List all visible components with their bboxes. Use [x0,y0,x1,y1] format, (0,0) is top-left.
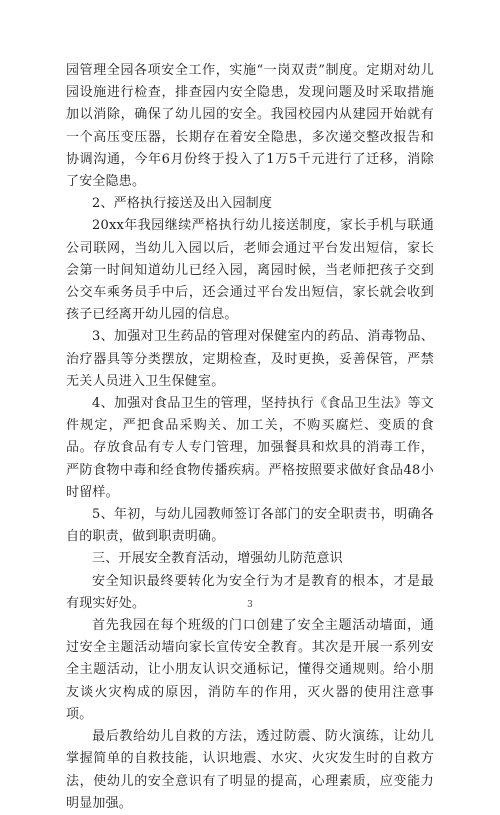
paragraph-responsibility: 5、年初，与幼儿园教师签订各部门的安全职责书，明确各自的职责，做到职责明确。 [66,507,434,545]
paragraph-self-rescue: 最后教给幼儿自救的方法，透过防震、防火演练，让幼儿掌握简单的自救技能，认识地震、水灾、火灾发生时的自救方法，使幼儿的安全意识有了明显的提高，心理素质，应变能力明显加强。 [66,729,434,811]
page-number: 3 [247,600,253,610]
paragraph-pickup-system: 20xx年我园继续严格执行幼儿接送制度，家长手机与联通公司联网，当幼儿入园以后，老师会通过平台发出短信，家长会第一时间知道幼儿已经入园，离园时候，当老师把孩子交到公交车乘务员手中后，还会通过平台发出短信，家长就会收到孩子已经离开幼儿园的信息。 [66,218,434,323]
heading-safety-education: 三、开展安全教育活动，增强幼儿防范意识 [92,551,343,567]
paragraph-medicine-management: 3、加强对卫生药品的管理对保健室内的药品、消毒物品、治疗器具等分类摆放，定期检查，及时更换，妥善保管，严禁无关人员进入卫生保健室。 [66,329,434,389]
heading-pickup-system: 2、严格执行接送及出入园制度 [92,196,273,212]
paragraph-food-hygiene: 4、加强对食品卫生的管理，坚持执行《食品卫生法》等文件规定，严把食品采购关、加工关，不购买腐烂、变质的食品。存放食品有专人专门管理，加强餐具和炊具的消毒工作，严防食物中毒和经食物传播疾病。严格按照要求做好食品48小时留样。 [66,396,434,500]
paragraph-safety-knowledge: 安全知识最终要转化为安全行为才是教育的根本，才是最有现实好处。 [66,573,434,611]
paragraph-safety-management: 园管理全园各项安全工作，实施“一岗双责”制度。定期对幼儿园设施进行检查，排查园内安全隐患，发现问题及时采取措施加以消除，确保了幼儿园的安全。我园校园内从建园开始就有一个高压变压器，长期存在着安全隐患，多次递交整改报告和协调沟通，今年6月份终于投入了1万5千元进行了迁移，消除了安全隐患。 [66,63,434,190]
paragraph-theme-activities: 首先我园在每个班级的门口创建了安全主题活动墙面，通过安全主题活动墙向家长宣传安全教育。其次是开展一系列安全主题活动，让小朋友认识交通标记，懂得交通规则。给小朋友谈火灾构成的原因，消防车的作用，灭火器的使用注意事项。 [66,618,434,722]
